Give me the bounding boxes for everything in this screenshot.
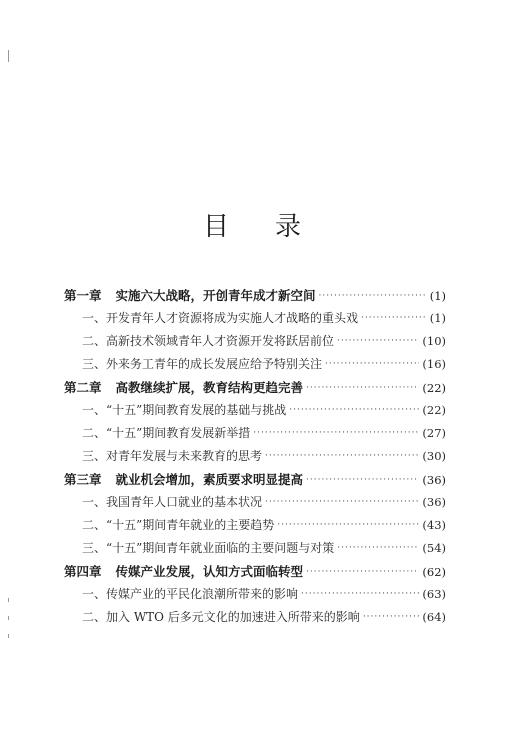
margin-mark: [8, 616, 9, 620]
entry-title: 就业机会增加，素质要求明显提高: [115, 472, 304, 487]
toc-section-entry[interactable]: [64, 422, 446, 445]
margin-mark: [8, 50, 9, 62]
page-number: (22): [422, 381, 446, 395]
entry-title: 一、传媒产业的平民化浪潮所带来的影响: [82, 587, 299, 601]
entry-title: 高教继续扩展，教育结构更趋完善: [115, 380, 304, 395]
chapter-number: 第三章: [64, 472, 102, 487]
page-number: (16): [422, 357, 446, 371]
dot-leader: [306, 377, 419, 399]
page-number: (36): [422, 495, 446, 509]
toc-section-entry[interactable]: [64, 307, 446, 330]
page-number: (1): [429, 311, 446, 325]
dot-leader: [301, 583, 419, 606]
toc-section-entry[interactable]: [64, 330, 446, 353]
toc-section-entry[interactable]: [64, 491, 446, 514]
dot-leader: [265, 491, 419, 514]
page-number: (22): [422, 403, 446, 417]
dot-leader: [289, 399, 419, 422]
toc-section-entry[interactable]: [64, 606, 446, 629]
page-number: (27): [422, 426, 446, 440]
entry-title: 一、开发青年人才资源将成为实施人才战略的重头戏: [82, 311, 359, 325]
entry-title: 一、我国青年人口就业的基本状况: [82, 495, 263, 509]
toc-section-entry[interactable]: [64, 514, 446, 537]
toc-section-entry[interactable]: [64, 353, 446, 376]
page-number: (64): [422, 610, 446, 624]
margin-mark: [8, 634, 9, 638]
dot-leader: [337, 330, 419, 353]
page-number: (63): [422, 587, 446, 601]
entry-title: 二、“十五”期间青年就业的主要趋势: [82, 518, 275, 532]
chapter-number: 第一章: [64, 288, 102, 303]
dot-leader: [265, 445, 419, 468]
dot-leader: [361, 307, 427, 330]
dot-leader: [363, 606, 420, 629]
dot-leader: [277, 514, 419, 537]
margin-mark: [8, 598, 9, 602]
chapter-number: 第二章: [64, 380, 102, 395]
page-number: (43): [422, 518, 446, 532]
toc-chapter-entry[interactable]: [64, 560, 446, 583]
entry-title: 三、“十五”期间青年就业面临的主要问题与对策: [82, 541, 335, 555]
entry-title: 二、高新技术领域青年人才资源开发将跃居前位: [82, 334, 335, 348]
dot-leader: [325, 353, 419, 376]
page-number: (30): [422, 449, 446, 463]
toc-chapter-entry[interactable]: [64, 468, 446, 491]
table-of-contents: [64, 284, 446, 629]
entry-title: 三、外来务工青年的成长发展应给予特别关注: [82, 357, 323, 371]
toc-section-entry[interactable]: [64, 445, 446, 468]
toc-section-entry[interactable]: [64, 583, 446, 606]
entry-title: 三、对青年发展与未来教育的思考: [82, 449, 263, 463]
entry-title: 二、加入 WTO 后多元文化的加速进入所带来的影响: [82, 610, 360, 624]
page-number: (1): [429, 289, 446, 303]
dot-leader: [319, 285, 427, 307]
page-number: (54): [422, 541, 446, 555]
toc-section-entry[interactable]: [64, 537, 446, 560]
page-title: [0, 206, 506, 243]
entry-title: 二、“十五”期间教育发展新举措: [82, 426, 251, 440]
title-char-1: 目: [202, 212, 231, 242]
entry-title: 实施六大战略，开创青年成才新空间: [115, 288, 316, 303]
toc-chapter-entry[interactable]: [64, 376, 446, 399]
entry-title: 一、“十五”期间教育发展的基础与挑战: [82, 403, 287, 417]
dot-leader: [306, 561, 419, 583]
toc-section-entry[interactable]: [64, 399, 446, 422]
title-char-2: 录: [275, 212, 304, 242]
entry-title: 传媒产业发展，认知方式面临转型: [115, 564, 304, 579]
toc-chapter-entry[interactable]: [64, 284, 446, 307]
page-number: (10): [422, 334, 446, 348]
dot-leader: [337, 537, 419, 560]
chapter-number: 第四章: [64, 564, 102, 579]
page-number: (36): [422, 473, 446, 487]
page-number: (62): [422, 565, 446, 579]
dot-leader: [253, 422, 419, 445]
dot-leader: [306, 469, 419, 491]
